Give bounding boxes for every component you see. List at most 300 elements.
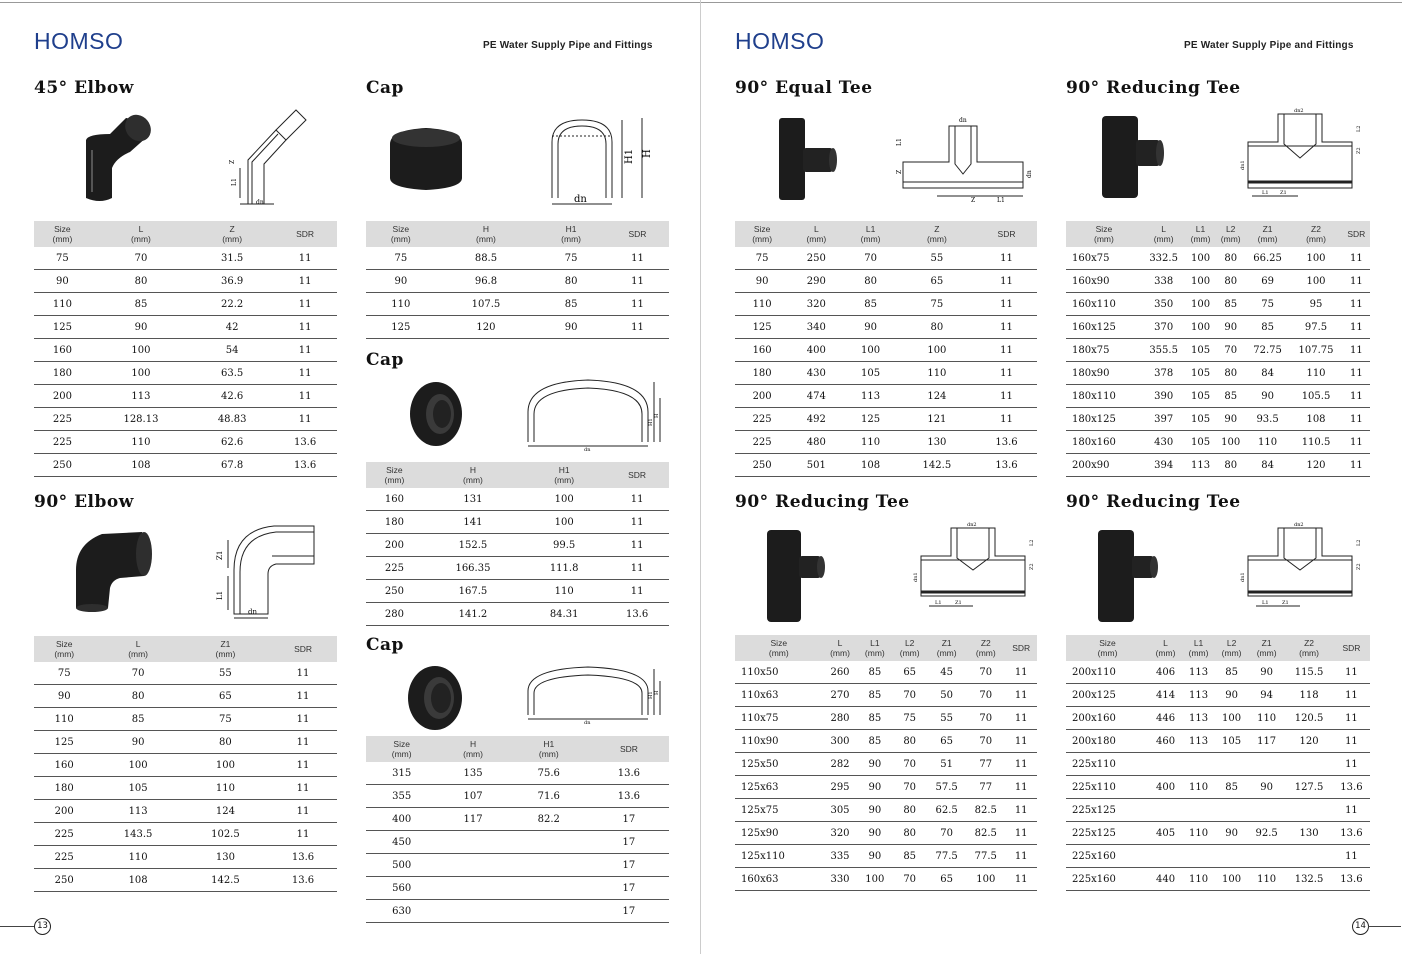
table-cell: 330 [823,868,858,891]
table-header-row [366,462,669,488]
section-title [1066,78,1241,98]
table-row [1066,431,1370,454]
table-cell: 90 [536,316,606,339]
column-header-label: SDR [997,229,1016,239]
column-header-unit: (mm) [899,648,920,658]
brand-logo: HOMSO [34,28,124,54]
table-cell: 125x63 [735,776,823,799]
table-cell: 180x75 [1066,339,1142,362]
table-cell: 11 [1333,684,1370,707]
table-cell: 90 [857,799,892,822]
column-header-label: Z [229,224,235,234]
table-cell [1182,845,1215,868]
table-row [1066,362,1370,385]
table-cell: 11 [273,362,337,385]
table-row [735,730,1037,753]
table-row [735,293,1037,316]
table-row [1066,799,1370,822]
table-cell: 400 [366,808,437,831]
table-cell: 51 [927,753,966,776]
table-cell: 250 [735,454,789,477]
table-cell: 80 [536,270,606,293]
section-title [366,350,404,370]
column-header-label: SDR [628,470,647,480]
table-cell: 17 [589,854,669,877]
cap-3-table [366,736,669,923]
table-cell: 446 [1149,707,1182,730]
table-cell: 141.2 [423,603,523,626]
table-cell [1215,799,1248,822]
table-cell: 378 [1142,362,1186,385]
table-cell: 180 [735,362,789,385]
table-cell: 355 [366,785,437,808]
column-header [182,636,269,662]
table-row [34,869,337,892]
table-row [1066,868,1370,891]
table-cell: 75 [735,247,789,270]
column-header [605,462,669,488]
table-cell: 115.5 [1285,661,1333,684]
table-cell: 110x90 [735,730,823,753]
table-cell: 65 [927,868,966,891]
table-cell: 70 [94,662,181,685]
table-cell: 11 [1005,822,1037,845]
table-row [34,362,337,385]
table-row [735,316,1037,339]
section-reducing-tee-1 [1066,78,1370,218]
table-row [366,603,669,626]
dim-dn: dn [584,447,591,453]
table-cell: 474 [789,385,843,408]
table-cell: 11 [273,385,337,408]
column-header-label: H [482,224,490,234]
table-cell: 11 [269,708,337,731]
degree-label: 45° [34,78,68,98]
dim-l2: L2 [1029,539,1035,546]
table-cell [1149,799,1182,822]
column-header-label: L [135,639,141,649]
table-cell: 100 [182,754,269,777]
column-header-label: Z1 [220,639,231,649]
table-cell: 90 [1216,408,1246,431]
column-header-label: L1 [870,638,880,648]
reducing-tee-2-drawing [911,520,1037,616]
dim-h1: H1 [648,418,654,426]
table-cell: 85 [1215,776,1248,799]
table-cell: 200 [34,385,91,408]
table-cell: 100 [91,339,191,362]
table-cell: 105 [1185,408,1215,431]
table-cell: 225 [34,846,94,869]
table-row [366,534,669,557]
table-cell: 90 [366,270,436,293]
column-header [1142,221,1186,247]
table-cell: 200 [34,800,94,823]
table-cell: 11 [606,270,669,293]
section-reducing-tee-2 [735,492,1037,632]
dim-l1: L1 [1262,190,1269,196]
table-cell: 160 [366,488,423,511]
table-cell: 57.5 [927,776,966,799]
table-cell: 390 [1142,385,1186,408]
column-header [735,221,789,247]
table-cell: 11 [1333,661,1370,684]
dim-h: H [654,413,660,418]
column-header [735,635,823,661]
table-cell: 13.6 [1333,776,1370,799]
column-header [1343,221,1370,247]
dim-dn2: dn2 [967,522,977,528]
table-row [1066,316,1370,339]
table-cell: 110 [735,293,789,316]
header-title: PE Water Supply Pipe and Fittings [483,40,653,51]
table-cell: 110x75 [735,707,823,730]
table-cell: 350 [1142,293,1186,316]
table-cell: 290 [789,270,843,293]
table-cell: 110 [843,431,897,454]
table-cell: 11 [269,823,337,846]
table-cell: 13.6 [1333,868,1370,891]
table-cell: 270 [823,684,858,707]
table-cell: 320 [823,822,858,845]
table-cell: 11 [976,385,1037,408]
table-cell: 82.2 [509,808,589,831]
section-cap-3 [366,635,669,735]
table-cell: 450 [366,831,437,854]
column-header-unit: (mm) [215,649,236,659]
table-cell: 113 [1185,454,1215,477]
column-header [437,736,508,762]
table-cell: 107 [437,785,508,808]
table-cell: 180 [34,777,94,800]
table-cell: 110 [1182,776,1215,799]
table-row [1066,270,1370,293]
table-row [34,454,337,477]
reducing-tee-1-drawing [1238,106,1364,202]
table-cell: 111.8 [523,557,605,580]
column-header [1149,635,1182,661]
table-row [34,293,337,316]
table-cell: 200x180 [1066,730,1149,753]
table-cell: 90 [91,316,191,339]
table-cell: 42 [191,316,273,339]
table-cell: 100 [966,868,1005,891]
table-cell: 110x50 [735,661,823,684]
table-cell: 100 [94,754,181,777]
dim-z-bottom: Z [971,197,976,204]
table-cell: 225 [735,408,789,431]
table-cell: 85 [1216,385,1246,408]
table-cell: 108 [94,869,181,892]
column-header-label: L1 [865,224,876,234]
table-cell: 70 [966,684,1005,707]
table-cell: 113 [91,385,191,408]
table-row [1066,776,1370,799]
equal-tee-photo [775,114,839,204]
column-header-unit: (mm) [384,475,405,485]
table-cell: 200 [366,534,423,557]
table-cell: 85 [1246,316,1290,339]
dim-z1: Z1 [1280,190,1287,196]
table-cell: 11 [1343,316,1370,339]
page-number-rule [0,926,34,927]
table-cell: 70 [966,730,1005,753]
table-cell: 250 [34,454,91,477]
table-cell: 167.5 [423,580,523,603]
table-cell: 90 [1215,684,1248,707]
column-header [536,221,606,247]
column-header-unit: (mm) [975,648,996,658]
column-header-label: Size [55,639,73,649]
table-cell: 80 [1216,454,1246,477]
table-cell: 250 [366,580,423,603]
table-cell: 55 [898,247,976,270]
column-header-label: L1 [1193,638,1204,648]
table-cell: 11 [976,270,1037,293]
dim-h: H [654,690,660,695]
table-cell: 67.8 [191,454,273,477]
table-cell: 85 [843,293,897,316]
table-cell: 77.5 [927,845,966,868]
reducing-tee-1-table [1066,221,1370,477]
column-header-label: SDR [628,229,647,239]
table-cell: 200x110 [1066,661,1149,684]
table-cell: 100 [1185,247,1215,270]
table-cell: 100 [1289,247,1342,270]
column-header-label: L1 [1195,224,1206,234]
column-header-label: H1 [543,739,555,749]
column-header-unit: (mm) [768,648,789,658]
column-header [1005,635,1037,661]
table-row [366,808,669,831]
column-header [789,221,843,247]
table-cell: 45 [927,661,966,684]
column-header [892,635,927,661]
title-label: Elbow [74,78,134,98]
table-cell: 108 [843,454,897,477]
table-cell: 13.6 [976,431,1037,454]
title-label: Equal Tee [775,78,873,98]
table-cell: 99.5 [523,534,605,557]
table-cell: 460 [1149,730,1182,753]
table-cell: 90 [1248,776,1285,799]
column-header-label: SDR [1347,229,1366,239]
table-row [1066,408,1370,431]
table-cell: 90 [1216,316,1246,339]
table-cell: 142.5 [182,869,269,892]
table-cell: 225x125 [1066,799,1149,822]
dim-l1: L1 [216,590,224,600]
table-cell: 160 [34,754,94,777]
table-cell: 85 [91,293,191,316]
table-cell: 113 [1182,707,1215,730]
column-header-unit: (mm) [52,234,73,244]
column-header [589,736,669,762]
table-header-row [1066,635,1370,661]
table-cell: 180x90 [1066,362,1142,385]
table-cell: 11 [273,270,337,293]
column-header [1289,221,1342,247]
table-cell: 11 [1343,362,1370,385]
title-label: Elbow [74,492,134,512]
column-header [966,635,1005,661]
table-cell: 125 [843,408,897,431]
section-title [735,492,910,512]
cap-2-photo [406,378,466,450]
table-cell: 84 [1246,454,1290,477]
table-cell: 200 [735,385,789,408]
column-header-label: Z2 [980,638,991,648]
table-cell: 113 [843,385,897,408]
column-header [976,221,1037,247]
column-header-unit: (mm) [54,649,75,659]
table-cell: 11 [1005,661,1037,684]
dim-z2: Z2 [1029,563,1035,570]
column-header-label: L [138,224,144,234]
table-cell: 200x160 [1066,707,1149,730]
column-header-label: Size [753,224,771,234]
column-header-label: H1 [565,224,577,234]
table-cell: 90 [843,316,897,339]
table-cell: 225x125 [1066,822,1149,845]
dim-z-side: Z [896,169,903,174]
table-cell: 75 [892,707,927,730]
table-cell: 125x50 [735,753,823,776]
table-cell: 180 [366,511,423,534]
dim-dn: dn [584,720,591,726]
column-header [843,221,897,247]
elbow-90-drawing [210,520,320,620]
table-cell [509,854,589,877]
table-cell: 80 [1216,247,1246,270]
column-header [857,635,892,661]
table-cell: 11 [1005,776,1037,799]
column-header-label: Size [386,465,403,475]
table-row [34,247,337,270]
table-cell: 22.2 [191,293,273,316]
column-header-unit: (mm) [1190,234,1211,244]
elbow-45-table [34,221,337,477]
table-cell: 31.5 [191,247,273,270]
reducing-tee-1-photo [1098,112,1168,202]
column-header-unit: (mm) [128,649,149,659]
dim-l2: L2 [1356,539,1362,546]
column-header-unit: (mm) [554,475,575,485]
column-header-label: L [813,224,819,234]
column-header-label: SDR [296,229,315,239]
table-cell [437,900,508,923]
table-cell: 75 [366,247,436,270]
table-row [735,822,1037,845]
dim-dn2: dn2 [1294,108,1304,114]
table-row [1066,339,1370,362]
table-cell: 400 [1149,776,1182,799]
dim-dn: dn [248,608,257,616]
table-row [34,823,337,846]
column-header [1182,635,1215,661]
table-cell: 142.5 [898,454,976,477]
table-cell [437,877,508,900]
table-cell: 130 [182,846,269,869]
elbow-90-photo [72,528,156,612]
table-cell: 338 [1142,270,1186,293]
column-header-label: L2 [1226,638,1237,648]
table-cell: 250 [789,247,843,270]
table-cell: 260 [823,661,858,684]
table-cell: 11 [605,488,669,511]
table-cell: 80 [1216,362,1246,385]
degree-label: 90° [735,492,769,512]
table-cell: 11 [269,777,337,800]
table-cell: 11 [1333,730,1370,753]
table-row [1066,730,1370,753]
table-cell: 125 [366,316,436,339]
table-header-row [34,636,337,662]
table-cell: 440 [1149,868,1182,891]
table-cell: 77 [966,753,1005,776]
table-cell [509,900,589,923]
section-title [34,492,134,512]
table-row [366,488,669,511]
column-header [509,736,589,762]
section-cap-1 [366,78,669,218]
table-cell: 85 [536,293,606,316]
column-header-label: Size [54,224,71,234]
table-cell: 75 [536,247,606,270]
brand-logo: HOMSO [735,28,825,54]
table-row [34,408,337,431]
table-cell: 80 [892,730,927,753]
title-label: Cap [366,350,404,370]
table-cell: 280 [823,707,858,730]
column-header [927,635,966,661]
elbow-90-table [34,636,337,892]
table-cell: 166.35 [423,557,523,580]
table-cell [1149,753,1182,776]
reducing-tee-3-table [1066,635,1370,891]
table-cell: 77.5 [966,845,1005,868]
table-header-row [735,635,1037,661]
table-cell: 100 [91,362,191,385]
column-header [34,221,91,247]
column-header-label: Z2 [1311,224,1321,234]
table-cell: 11 [269,754,337,777]
table-cell: 36.9 [191,270,273,293]
table-cell: 13.6 [269,869,337,892]
table-cell: 160x90 [1066,270,1142,293]
section-reducing-tee-3 [1066,492,1370,632]
table-cell: 225x110 [1066,776,1149,799]
table-cell: 501 [789,454,843,477]
table-cell: 225 [366,557,423,580]
table-cell: 94 [1248,684,1285,707]
table-cell: 225x110 [1066,753,1149,776]
column-header [34,636,94,662]
table-row [735,684,1037,707]
table-cell: 110 [1248,868,1285,891]
dim-h1: H1 [648,691,654,699]
table-row [34,685,337,708]
section-title [366,635,404,655]
section-cap-2 [366,350,669,460]
table-cell: 110 [1182,822,1215,845]
table-cell: 110 [34,708,94,731]
table-cell: 225x160 [1066,845,1149,868]
table-cell: 11 [1333,707,1370,730]
table-cell: 63.5 [191,362,273,385]
table-cell: 110 [1182,868,1215,891]
table-cell: 160x75 [1066,247,1142,270]
